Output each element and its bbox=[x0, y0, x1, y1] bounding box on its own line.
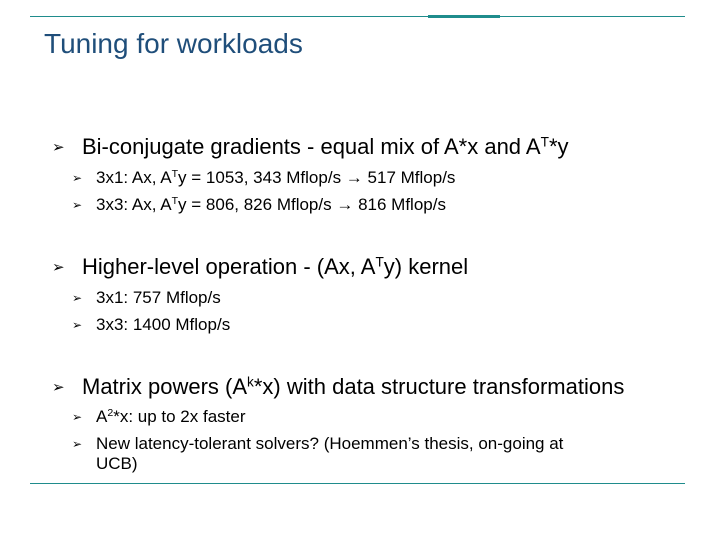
sub-bullet-bicg-3x3 bbox=[72, 195, 446, 215]
arrowhead-bullet-icon: ➢ bbox=[72, 198, 83, 212]
sub-bullet-a2x bbox=[72, 407, 246, 427]
sub-text-post: y = 806, 826 Mflop/s bbox=[178, 195, 337, 214]
arrowhead-bullet-icon: ➢ bbox=[72, 318, 83, 332]
superscript-t: T bbox=[171, 195, 179, 208]
bullet-higher-level bbox=[52, 254, 468, 280]
bullet-matrix-powers-text-post: *x) with data structure transformations bbox=[253, 374, 625, 399]
bullet-bicg-text-post: *y bbox=[548, 134, 569, 159]
right-arrow-icon: → bbox=[336, 195, 359, 214]
arrowhead-bullet-icon: ➢ bbox=[72, 291, 83, 305]
top-rule bbox=[30, 16, 685, 17]
sub-text-post: y = 1053, 343 Mflop/s bbox=[178, 168, 346, 187]
sub-arrow-result: 816 Mflop/s bbox=[358, 195, 446, 214]
sub-text: 3x3: 1400 Mflop/s bbox=[96, 315, 231, 334]
sub-text-line1: New latency-tolerant solvers? (Hoemmen’s thesis, on-going at bbox=[96, 434, 564, 453]
arrowhead-bullet-icon: ➢ bbox=[52, 259, 65, 276]
sub-text: 3x1: 757 Mflop/s bbox=[96, 288, 221, 307]
sub-text-pre: 3x1: Ax, A bbox=[96, 168, 172, 187]
superscript-t: T bbox=[375, 254, 384, 270]
arrowhead-bullet-icon: ➢ bbox=[72, 171, 83, 185]
top-rule-accent bbox=[428, 15, 500, 18]
bullet-higher-level-text-pre: Higher-level operation - (Ax, A bbox=[82, 254, 376, 279]
sub-arrow-result: 517 Mflop/s bbox=[367, 168, 456, 187]
right-arrow-icon: → bbox=[345, 168, 368, 187]
sub-text-pre: 3x3: Ax, A bbox=[96, 195, 172, 214]
arrowhead-bullet-icon: ➢ bbox=[52, 379, 65, 396]
arrowhead-bullet-icon: ➢ bbox=[72, 410, 83, 424]
sub-bullet-solvers bbox=[72, 434, 563, 474]
sub-bullet-bicg-3x1 bbox=[72, 168, 455, 188]
sub-text-line2: UCB) bbox=[96, 454, 138, 473]
arrowhead-bullet-icon: ➢ bbox=[72, 437, 83, 451]
superscript-2: 2 bbox=[107, 407, 114, 420]
sub-text-pre: A bbox=[96, 407, 108, 426]
sub-bullet-higher-3x3 bbox=[72, 315, 230, 335]
superscript-t: T bbox=[540, 134, 549, 150]
bottom-rule bbox=[30, 483, 685, 484]
bullet-bicg-text-pre: Bi-conjugate gradients - equal mix of A*x and A bbox=[82, 134, 541, 159]
bullet-bicg bbox=[52, 134, 569, 160]
bullet-matrix-powers-text-pre: Matrix powers (A bbox=[82, 374, 248, 399]
superscript-t: T bbox=[171, 168, 179, 181]
sub-bullet-higher-3x1 bbox=[72, 288, 221, 308]
bullet-higher-level-text-post: y) kernel bbox=[383, 254, 469, 279]
sub-text-post: *x: up to 2x faster bbox=[113, 407, 246, 426]
bullet-matrix-powers bbox=[52, 374, 624, 400]
arrowhead-bullet-icon: ➢ bbox=[52, 139, 65, 156]
slide-title: Tuning for workloads bbox=[44, 28, 303, 59]
superscript-k: k bbox=[247, 374, 254, 390]
